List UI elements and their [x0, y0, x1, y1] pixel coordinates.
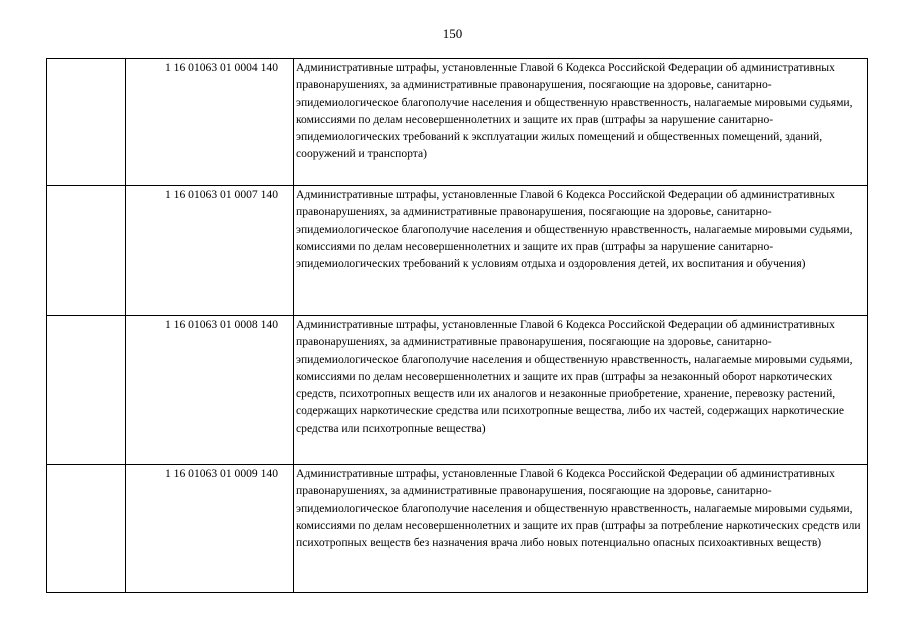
description-cell: Административные штрафы, установленные Главой 6 Кодекса Российской Федерации об административных правонарушениях, за административные правонарушения, посягающие на здоровье, санитарно-эпидемиологическое благополучие населения и общественную нравственность, налагаемые мировыми судьями, комиссиями по делам несовершеннолетних и защите их прав (штрафы за незаконный оборот наркотических средств, психотропных веществ или их аналогов и незаконные приобретение, хранение, перевозку растений, содержащих наркотические средства или психотропные вещества, либо их частей, содержащих наркотические средства или психотропные вещества): [294, 316, 868, 465]
table-row: [47, 59, 868, 186]
empty-cell: [47, 465, 126, 593]
description-cell: Административные штрафы, установленные Главой 6 Кодекса Российской Федерации об административных правонарушениях, за административные правонарушения, посягающие на здоровье, санитарно-эпидемиологическое благополучие населения и общественную нравственность, налагаемые мировыми судьями, комиссиями по делам несовершеннолетних и защите их прав (штрафы за потребление наркотических средств или психотропных веществ без назначения врача либо новых потенциально опасных психоактивных веществ): [294, 465, 868, 593]
description-cell: Административные штрафы, установленные Главой 6 Кодекса Российской Федерации об административных правонарушениях, за административные правонарушения, посягающие на здоровье, санитарно-эпидемиологическое благополучие населения и общественную нравственность, налагаемые мировыми судьями, комиссиями по делам несовершеннолетних и защите их прав (штрафы за нарушение санитарно-эпидемиологических требований к условиям отдыха и оздоровления детей, их воспитания и обучения): [294, 186, 868, 316]
page-number: 150: [442, 26, 463, 41]
budget-code-table: [46, 58, 868, 593]
table-row: [47, 186, 868, 316]
table-row: [47, 465, 868, 593]
empty-cell: [47, 59, 126, 186]
empty-cell: [47, 316, 126, 465]
table-row: [47, 316, 868, 465]
budget-code-cell: 1 16 01063 01 0009 140: [126, 465, 294, 593]
budget-code-cell: 1 16 01063 01 0007 140: [126, 186, 294, 316]
budget-code-cell: 1 16 01063 01 0004 140: [126, 59, 294, 186]
empty-cell: [47, 186, 126, 316]
description-cell: Административные штрафы, установленные Главой 6 Кодекса Российской Федерации об административных правонарушениях, за административные правонарушения, посягающие на здоровье, санитарно-эпидемиологическое благополучие населения и общественную нравственность, налагаемые мировыми судьями, комиссиями по делам несовершеннолетних и защите их прав (штрафы за нарушение санитарно-эпидемиологических требований к эксплуатации жилых помещений и общественных помещений, зданий, сооружений и транспорта): [294, 59, 868, 186]
budget-code-cell: 1 16 01063 01 0008 140: [126, 316, 294, 465]
